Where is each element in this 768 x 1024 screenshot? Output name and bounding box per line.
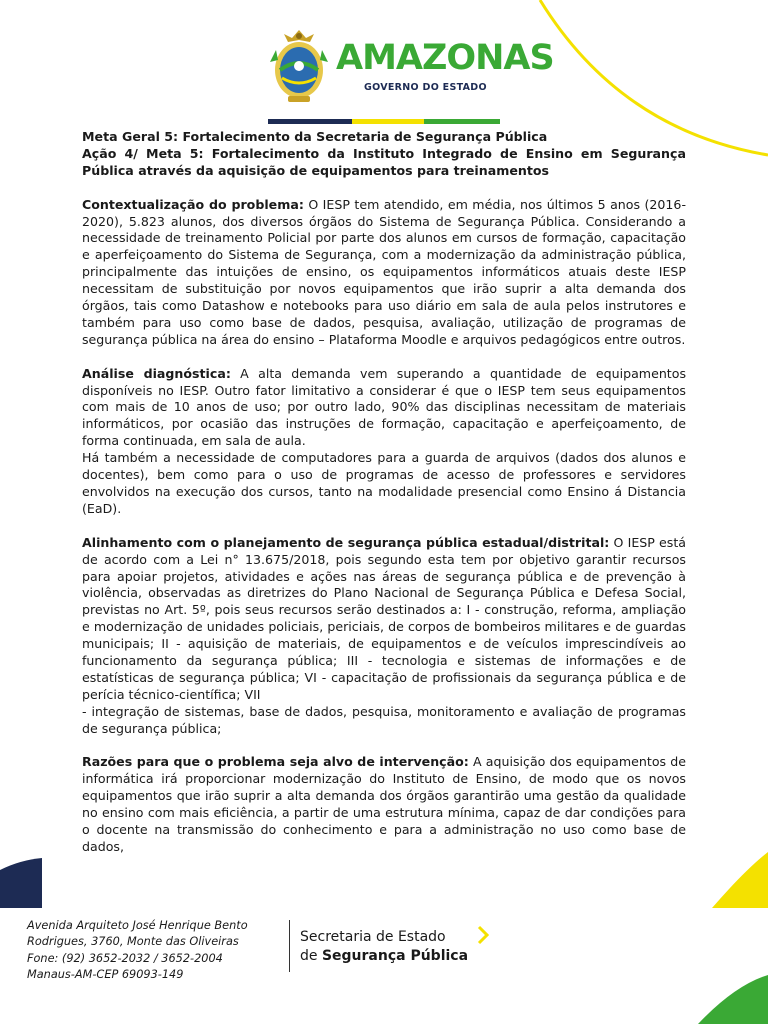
document-heading-1 — [82, 129, 686, 146]
yellow-bar — [352, 119, 424, 124]
razoes-paragraph — [82, 754, 686, 855]
amazonas-coat-of-arms-icon — [268, 26, 330, 106]
bottom-right-yellow-shape — [712, 852, 768, 908]
navy-bar — [268, 119, 352, 124]
contextualizacao-paragraph — [82, 197, 686, 349]
document-heading-2 — [82, 146, 686, 180]
footer-secretaria — [300, 928, 468, 966]
secretaria-line-1: Secretaria de Estado — [300, 929, 446, 945]
analise-paragraph-2: Há também a necessidade de computadores para a guarda de arquivos (dados dos alunos e docentes), bem como para o uso de programas de acesso de professores e servidores envolvidos na execução dos cursos, tanto na modalidade presencial como Ensino á Distancia (EaD). — [82, 450, 686, 516]
razoes-text: A aquisição dos equipamentos de informática irá proporcionar modernização do Instituto de Ensino, de modo que os novos equipamentos que irão suprir a alta demanda dos órgãos garantirão uma gestão da qualidade no ensino com mais eficiência, a partir de uma estrutura mínima, capaz de dar condições para o docente na transmissão do conhecimento e para a administração no uso como base de dados, — [82, 754, 686, 854]
secretaria-prefix: de — [300, 948, 322, 964]
contextualizacao-label: Contextualização do problema: — [82, 196, 304, 212]
razoes-label: Razões para que o problema seja alvo de intervenção: — [82, 754, 469, 770]
address-line-4: Manaus-AM-CEP 69093-149 — [27, 968, 184, 982]
analise-paragraph — [82, 366, 686, 451]
footer-divider — [289, 920, 290, 972]
alinhamento-paragraph — [82, 535, 686, 704]
bottom-left-navy-shape — [0, 858, 42, 908]
analise-text: A alta demanda vem superando a quantidade de equipamentos disponíveis no IESP. Outro fator limitativo a considerar é que o IESP tem seus equipamentos com mais de 10 anos de uso; por outro lado, 90% das disciplinas necessitam de materiais informáticos, por ocasião das instruções de formação, capacitação e aperfeiçoamento, de forma continuada, em sala de aula. — [82, 365, 687, 449]
alinhamento-paragraph-2: - integração de sistemas, base de dados, pesquisa, monitoramento e avaliação de programas de segurança pública; — [82, 703, 686, 736]
alinhamento-text: O IESP está de acordo com a Lei n° 13.675/2018, pois segundo esta tem por objetivo garantir recursos para apoiar projetos, atividades e ações nas áreas de segurança pública e de prevenção à violência, observadas as diretrizes do Plano Nacional de Segurança Pública e Defesa Social, previstas no Art. 5º, pois seus recursos serão destinados a: I - construção, reforma, ampliação e modernização de unidades policiais, periciais, de corpos de bombeiros militares e de guardas municipais; II - aquisição de materiais, de equipamentos e de veículos imprescindíveis ao funcionamento da segurança pública; III - tecnologia e sistemas de informações e de estatísticas de segurança pública; VI - capacitação de profissionais da segurança pública e de perícia técnico-científica; VII — [82, 534, 686, 702]
header-logo — [268, 26, 554, 106]
green-bar — [424, 119, 500, 124]
document-body — [82, 129, 686, 856]
address-line-2: Rodrigues, 3760, Monte das Oliveiras — [27, 935, 239, 949]
bottom-right-green-triangle — [698, 975, 768, 1024]
meta-geral-heading: Meta Geral 5: Fortalecimento da Secretaria de Segurança Pública — [82, 129, 548, 144]
analise-label: Análise diagnóstica: — [82, 365, 231, 381]
chevron-right-icon — [477, 925, 489, 945]
address-line-3: Fone: (92) 3652-2032 / 3652-2004 — [27, 951, 223, 965]
address-line-1: Avenida Arquiteto José Henrique Bento — [27, 919, 248, 932]
secretaria-line-2 — [300, 947, 468, 966]
brand-title: AMAZONAS — [336, 38, 554, 78]
alinhamento-label: Alinhamento com o planejamento de segurança pública estadual/distrital: — [82, 534, 610, 550]
secretaria-bold: Segurança Pública — [321, 948, 469, 964]
acao-heading: Ação 4/ Meta 5: Fortalecimento da Instituto Integrado de Ensino em Segurança Pública através da aquisição de equipamentos para treinamentos — [82, 145, 686, 178]
contextualizacao-text: O IESP tem atendido, em média, nos últimos 5 anos (2016-2020), 5.823 alunos, dos diversos órgãos do Sistema de Segurança Pública. Considerando a necessidade de treinamento Policial por parte dos alunos em cursos de formação, capacitação e aperfeiçoamento do Sistema de Segurança, com a modernização da administração pública, principalmente das intuições de ensino, os equipamentos informáticos atuais deste IESP necessitam de substituição por novos equipamentos que irão suprir a alta demanda dos órgãos, tais como Datashow e notebooks para uso diário em sala de aula pelos instrutores e também para uso como base de dados, pesquisa, avaliação, utilização de programas de segurança pública na área do ensino – Plataforma Moodle e arquivos pedagógicos entre outros. — [82, 196, 686, 347]
brand-subtitle: GOVERNO DO ESTADO — [364, 82, 487, 93]
footer-address — [27, 918, 248, 984]
